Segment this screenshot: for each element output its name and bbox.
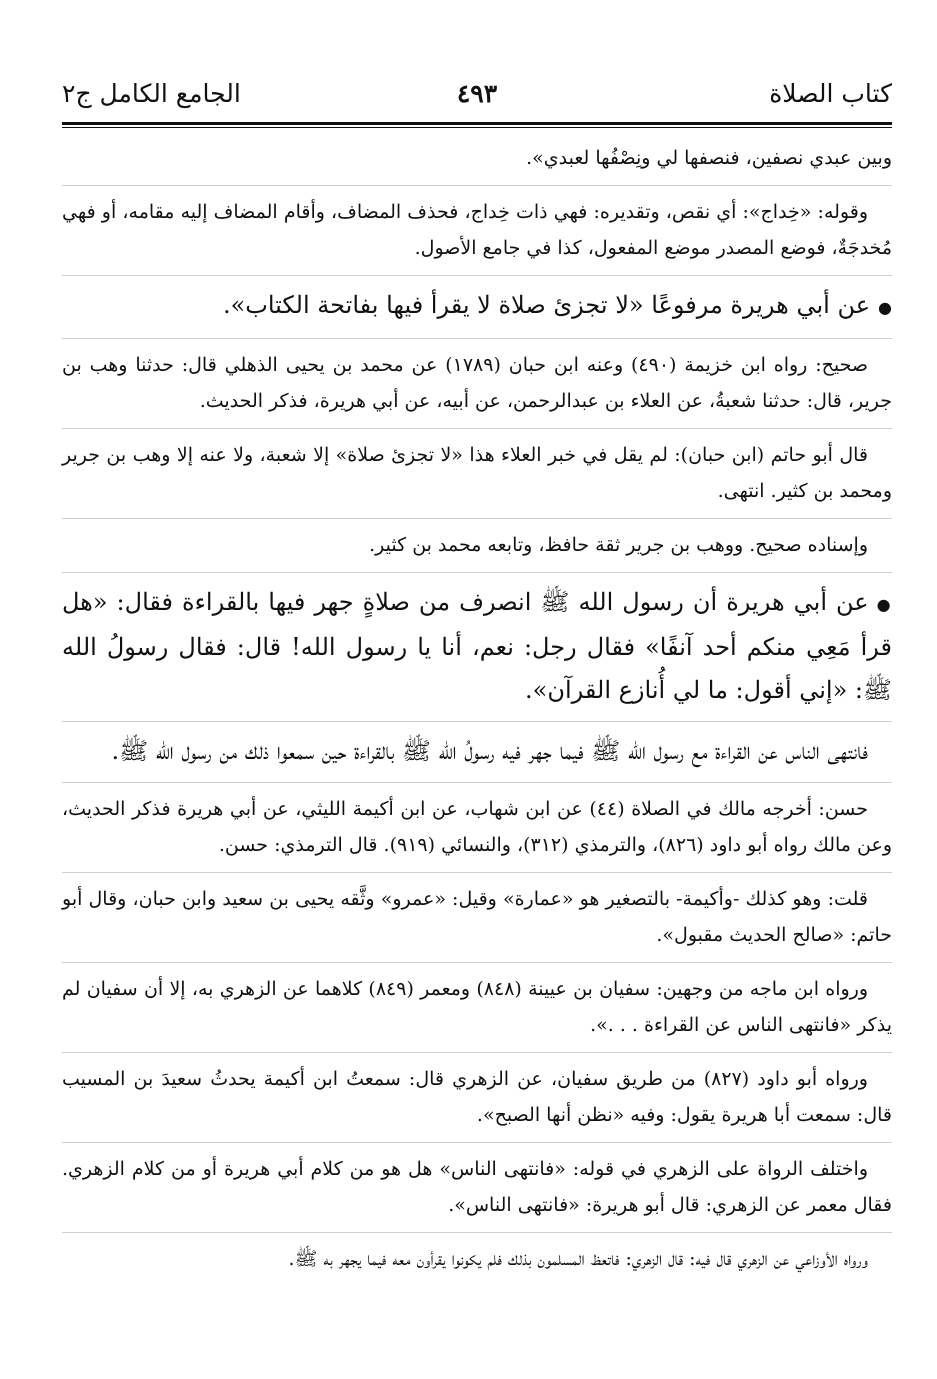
page-body [62, 140, 892, 1277]
paragraph-text: واختلف الرواة على الزهري في قوله: «فانتهى الناس» هل هو من كلام أبي هريرة أو من كلام الزهري. فقال معمر عن الزهري: قال أبو هريرة: «فانتهى الناس». [62, 1158, 892, 1216]
paragraph-separator [62, 185, 892, 186]
paragraph-text: وبين عبدي نصفين، فنصفها لي ونِصْفُها لعبدي». [526, 147, 892, 169]
paragraph-text: عن أبي هريرة مرفوعًا «لا تجزئ صلاة لا يقرأ فيها بفاتحة الكتاب». [222, 291, 871, 319]
paragraph-separator [62, 721, 892, 722]
paragraph-text: قال أبو حاتم (ابن حبان): لم يقل في خبر العلاء هذا «لا تجزئ صلاة» إلا شعبة، ولا عنه إلا وهب بن جرير ومحمد بن كثير. انتهى. [62, 444, 892, 502]
paragraph-separator [62, 872, 892, 873]
paragraph-text: فانتهى الناس عن القراءة مع رسول الله ﷺ فيما جهر فيه رسولُ الله ﷺ بالقراءة حين سمعوا ذلك من رسول الله ﷺ. [111, 737, 868, 765]
paragraph-separator [62, 1052, 892, 1053]
paragraph-text: ورواه الأوزاعي عن الزهري قال فيه: قال الزهري: فاتعظ المسلمون بذلك فلم يكونوا يقرأون معه فيما يجهر به ﷺ. [288, 1248, 868, 1270]
paragraph-text: قلت: وهو كذلك -وأكيمة- بالتصغير هو «عمارة» وقيل: «عمرو» وثَّقه يحيى بن سعيد وابن حبان، وقال أبو حاتم: «صالح الحديث مقبول». [62, 888, 892, 946]
paragraph-separator [62, 782, 892, 783]
bullet-icon: ● [876, 595, 892, 614]
paragraph-separator [62, 572, 892, 573]
paragraph-separator [62, 338, 892, 339]
commentary-paragraph [62, 527, 892, 563]
paragraph-text: صحيح: رواه ابن خزيمة (٤٩٠) وعنه ابن حبان (١٧٨٩) عن محمد بن يحيى الذهلي قال: حدثنا وهب بن جرير، قال: حدثنا شعبةُ، عن العلاء بن عبدالرحمن، عن أبيه، عن أبي هريرة، فذكر الحديث. [62, 354, 892, 412]
paragraph-separator [62, 275, 892, 276]
bullet-icon: ● [878, 298, 892, 317]
commentary-paragraph [62, 730, 892, 773]
commentary-paragraph [62, 881, 892, 953]
paragraph-text: ورواه ابن ماجه من وجهين: سفيان بن عيينة (٨٤٨) ومعمر (٨٤٩) كلاهما عن الزهري به، إلا أن سفيان لم يذكر «فانتهى الناس عن القراءة . . .». [62, 978, 892, 1036]
page-number: ٤٩٣ [456, 79, 498, 108]
header-rule-thin [62, 127, 892, 128]
paragraph-separator [62, 962, 892, 963]
paragraph-text: حسن: أخرجه مالك في الصلاة (٤٤) عن ابن شهاب، عن ابن أكيمة الليثي، عن أبي هريرة فذكر الحديث، وعن مالك رواه أبو داود (٨٢٦)، والترمذي (٣١٢)، والنسائي (٩١٩). قال الترمذي: حسن. [62, 798, 892, 856]
paragraph-text: ورواه أبو داود (٨٢٧) من طريق سفيان، عن الزهري قال: سمعتُ ابن أكيمة يحدثُ سعيدَ بن المسيب قال: سمعت أبا هريرة يقول: وفيه «نظن أنها الصبح». [62, 1068, 892, 1126]
page [62, 70, 892, 1286]
hadith-text [62, 284, 892, 329]
paragraph-separator [62, 428, 892, 429]
commentary-paragraph [62, 791, 892, 863]
paragraph-separator [62, 1232, 892, 1233]
header-rule-thick [62, 122, 892, 125]
commentary-paragraph [62, 1151, 892, 1223]
hadith-text [62, 581, 892, 712]
commentary-paragraph [62, 971, 892, 1043]
header-book-title: الجامع الكامل ج٢ [62, 79, 241, 108]
running-header [62, 70, 892, 114]
commentary-paragraph [62, 194, 892, 266]
commentary-paragraph [62, 1241, 892, 1277]
commentary-paragraph [62, 347, 892, 419]
paragraph-text: وإسناده صحيح. ووهب بن جرير ثقة حافظ، وتابعه محمد بن كثير. [369, 534, 868, 556]
paragraph-separator [62, 518, 892, 519]
commentary-paragraph [62, 1061, 892, 1133]
paragraph-separator [62, 1142, 892, 1143]
paragraph-text: عن أبي هريرة أن رسول الله ﷺ انصرف من صلاةٍ جهر فيها بالقراءة فقال: «هل قرأ مَعِي منكم أحد آنفًا» فقال رجل: نعم، أنا يا رسول الله! قال: فقال رسولُ الله ﷺ: «إني أقول: ما لي أُنازع القرآن». [62, 588, 892, 704]
commentary-paragraph [62, 140, 892, 176]
header-chapter-title: كتاب الصلاة [769, 79, 892, 108]
paragraph-text: وقوله: «خِداج»: أي نقص، وتقديره: فهي ذات خِداج، فحذف المضاف، وأقام المضاف إليه مقامه، أو فهي مُخدجَةٌ، فوضع المصدر موضع المفعول، كذا في جامع الأصول. [62, 201, 892, 259]
commentary-paragraph [62, 437, 892, 509]
